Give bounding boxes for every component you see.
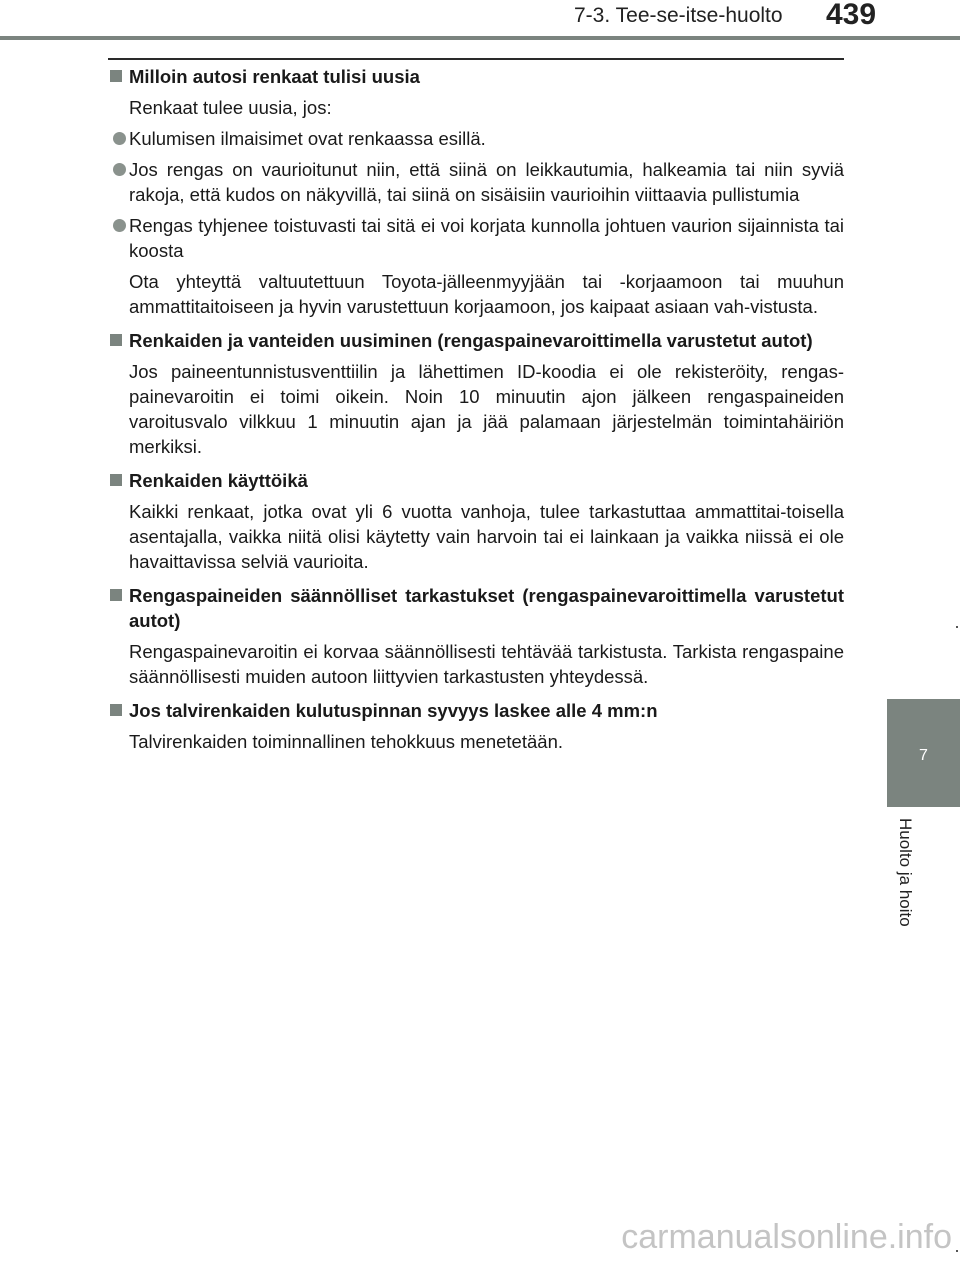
- section-heading: [110, 468, 844, 493]
- paragraph: Jos paineentunnistusventtiilin ja lähettimen ID-koodia ei ole rekisteröity, rengas-painevaroitin ei toimi oikein. Noin 10 minuutin ajon jälkeen rengaspaineiden varoitusvalo vilkkuu 1 minuutin ajan ja jää palamaan järjestelmän toimintahäiriön merkiksi.: [129, 361, 844, 457]
- round-bullet-icon: [113, 163, 126, 176]
- square-bullet-icon: [110, 474, 122, 486]
- chapter-tab: [887, 699, 960, 807]
- round-bullet-icon: [113, 132, 126, 145]
- heading-text: Milloin autosi renkaat tulisi uusia: [129, 66, 420, 87]
- section-heading: [110, 64, 844, 89]
- chapter-title: Huolto ja hoito: [896, 818, 915, 927]
- section-heading: [110, 583, 844, 633]
- heading-text: Rengaspaineiden säännölliset tarkastukset (rengaspainevaroittimella varustetut autot): [129, 585, 844, 631]
- paragraph: Talvirenkaiden toiminnallinen tehokkuus menetetään.: [129, 731, 563, 752]
- round-bullet-icon: [113, 219, 126, 232]
- list-item: [110, 213, 844, 263]
- square-bullet-icon: [110, 70, 122, 82]
- section-title: 7-3. Tee-se-itse-huolto: [574, 4, 783, 27]
- heading-text: Renkaiden ja vanteiden uusiminen (rengaspainevaroittimella varustetut autot): [129, 330, 813, 351]
- header-rule: [0, 36, 960, 40]
- square-bullet-icon: [110, 334, 122, 346]
- paragraph: Ota yhteyttä valtuutettuun Toyota-jälleenmyyjään tai -korjaamoon tai muuhun ammattitaitoiseen ja hyvin varustettuun korjaamoon, jos kaipaat asiaan vah-vistusta.: [129, 271, 844, 317]
- heading-text: Renkaiden käyttöikä: [129, 470, 308, 491]
- list-item: [110, 157, 844, 207]
- section-heading: [110, 328, 844, 353]
- paragraph: Rengaspainevaroitin ei korvaa säännöllisesti tehtävää tarkistusta. Tarkista rengaspaine säännöllisesti muiden autoon liittyvien tarkastusten yhteydessä.: [129, 641, 844, 687]
- page-number: 439: [826, 0, 877, 31]
- square-bullet-icon: [110, 589, 122, 601]
- watermark: carmanualsonline.info: [621, 1218, 952, 1256]
- paragraph: Renkaat tulee uusia, jos:: [129, 97, 332, 118]
- list-item-text: Kulumisen ilmaisimet ovat renkaassa esillä.: [129, 128, 486, 149]
- main-content: [110, 64, 844, 754]
- section-heading: [110, 698, 844, 723]
- content-rule: [108, 58, 844, 60]
- paragraph: Kaikki renkaat, jotka ovat yli 6 vuotta vanhoja, tulee tarkastuttaa ammattitai-toisella asentajalla, vaikka niitä olisi käytetty vain harvoin tai ei lainkaan ja vaikka niissä ei ole havaittavissa selviä vaurioita.: [129, 501, 844, 572]
- square-bullet-icon: [110, 704, 122, 716]
- edge-mark: [956, 1250, 958, 1252]
- heading-text: Jos talvirenkaiden kulutuspinnan syvyys laskee alle 4 mm:n: [129, 700, 658, 721]
- edge-mark: [956, 626, 958, 628]
- chapter-number: 7: [919, 747, 928, 764]
- list-item-text: Rengas tyhjenee toistuvasti tai sitä ei voi korjata kunnolla johtuen vaurion sijainnista tai koosta: [129, 215, 844, 261]
- list-item-text: Jos rengas on vaurioitunut niin, että siinä on leikkautumia, halkeamia tai niin syviä rakoja, että kudos on näkyvillä, tai siinä on sisäisiin vaurioihin viittaavia pullistumia: [129, 159, 844, 205]
- list-item: [110, 126, 844, 151]
